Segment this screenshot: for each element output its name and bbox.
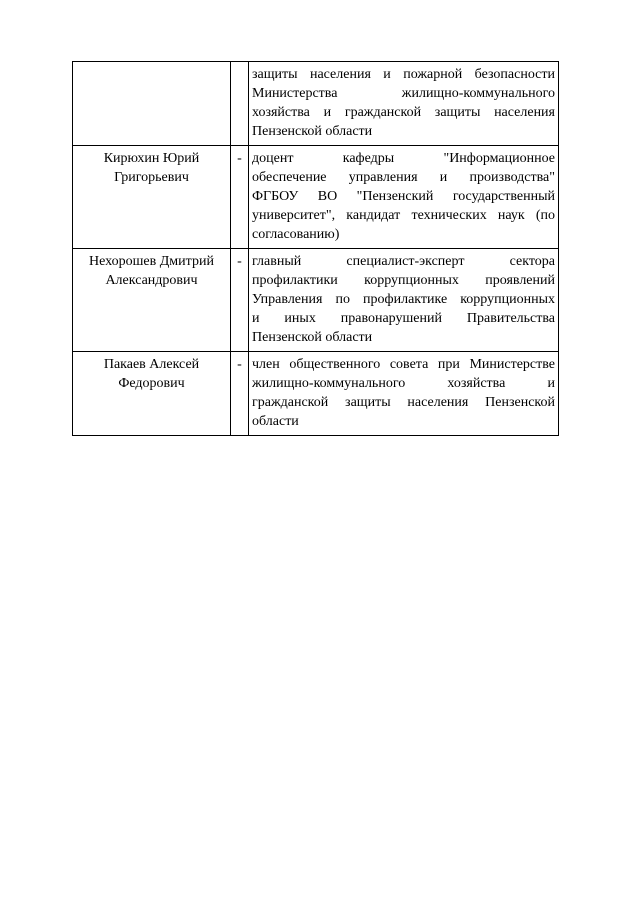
table-row — [73, 62, 559, 146]
position-line: жилищно-коммунального хозяйства и — [252, 376, 555, 391]
dash-cell — [231, 62, 249, 146]
member-name-cell — [73, 146, 231, 249]
member-name-line: Федорович — [118, 376, 185, 391]
position-line: доцент кафедры "Информационное — [252, 151, 555, 166]
member-position-cell — [249, 146, 559, 249]
member-name-line: Пакаев Алексей — [103, 357, 200, 372]
position-line: области — [252, 414, 299, 429]
position-line: главный специалист-эксперт сектора — [252, 254, 555, 269]
member-name-line: Александрович — [105, 273, 198, 288]
position-line: обеспечение управления и производства" — [252, 170, 555, 185]
member-name-cell — [73, 62, 231, 146]
dash-cell: - — [231, 352, 249, 436]
member-name-line: Нехорошев Дмитрий — [89, 254, 214, 269]
member-position-cell — [249, 352, 559, 436]
position-line: член общественного совета при Министерстве — [252, 357, 555, 372]
position-line: Управления по профилактике коррупционных — [252, 292, 555, 307]
member-name-cell — [73, 352, 231, 436]
member-name-line: Кирюхин Юрий — [103, 151, 200, 166]
member-position-cell — [249, 62, 559, 146]
dash-cell: - — [231, 249, 249, 352]
member-name-line: Григорьевич — [114, 170, 189, 185]
table-row — [73, 352, 559, 436]
position-line: хозяйства и гражданской защиты населения — [252, 105, 555, 120]
commission-members-table — [72, 61, 559, 436]
member-name-cell — [73, 249, 231, 352]
table-row — [73, 146, 559, 249]
position-line: Пензенской области — [252, 124, 373, 139]
position-line: согласованию) — [252, 227, 340, 242]
position-line: и иных правонарушений Правительства — [252, 311, 555, 326]
table-row — [73, 249, 559, 352]
position-line: ФГБОУ ВО "Пензенский государственный — [252, 189, 555, 204]
position-line: Министерства жилищно-коммунального — [252, 86, 555, 101]
position-line: университет", кандидат технических наук (по — [252, 208, 555, 223]
dash-cell: - — [231, 146, 249, 249]
position-line: гражданской защиты населения Пензенской — [252, 395, 555, 410]
position-line: защиты населения и пожарной безопасности — [252, 67, 555, 82]
position-line: Пензенской области — [252, 330, 373, 345]
position-line: профилактики коррупционных проявлений — [252, 273, 555, 288]
member-position-cell — [249, 249, 559, 352]
